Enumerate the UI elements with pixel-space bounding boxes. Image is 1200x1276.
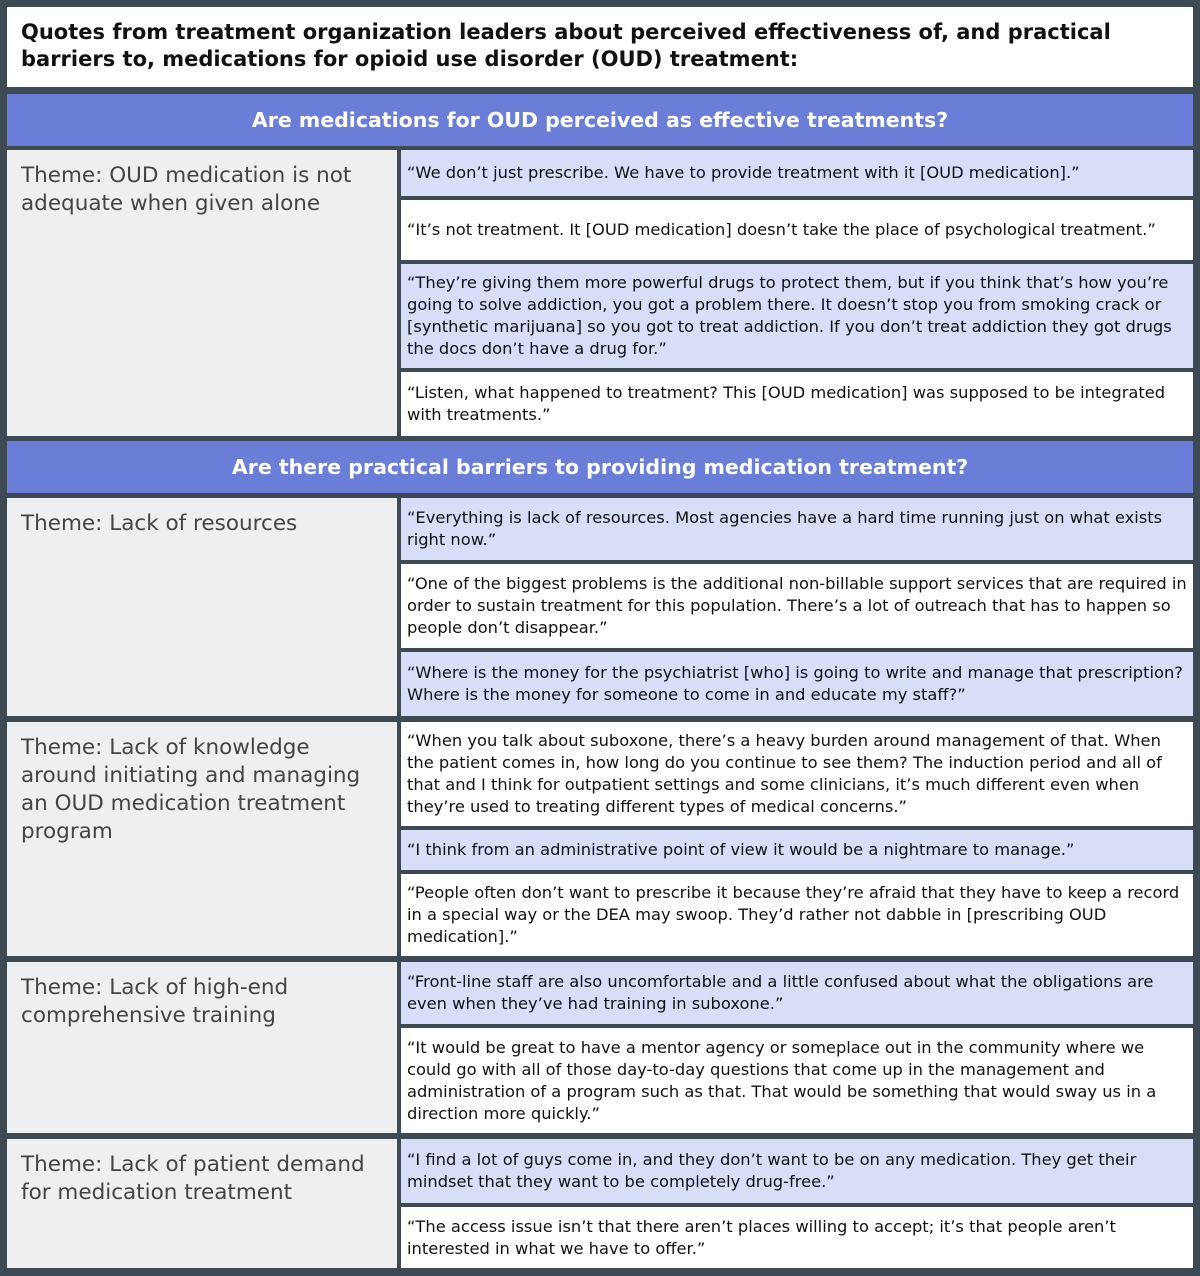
quote-cell	[401, 652, 1193, 716]
quote-cell	[401, 1028, 1193, 1133]
quote-text: “I think from an administrative point of view it would be a nightmare to manage.”	[407, 840, 1075, 859]
quote-cell	[401, 874, 1193, 956]
quote-text: “The access issue isn’t that there aren’t places willing to accept; it’s that people aren’t interested in what we have to offer.”	[407, 1216, 1116, 1258]
quote-cell	[401, 722, 1193, 826]
quote-cell	[401, 264, 1193, 368]
quote-text: “Front-line staff are also uncomfortable and a little confused about what the obligations are even when they’ve had training in suboxone.”	[407, 972, 1154, 1013]
theme-lack-of-patient-demand: Theme: Lack of patient demand for medication treatment	[7, 1139, 397, 1268]
quote-text: “Listen, what happened to treatment? This [OUD medication] was supposed to be integrated with treatments.”	[407, 383, 1166, 424]
quote-text: “We don’t just prescribe. We have to provide treatment with it [OUD medication].”	[407, 163, 1080, 182]
quote-cell	[401, 200, 1193, 260]
quote-cell	[401, 1207, 1193, 1268]
section-heading-barriers: Are there practical barriers to providing medication treatment?	[7, 441, 1193, 493]
quote-text: “When you talk about suboxone, there’s a heavy burden around management of that. When the patient comes in, how long do you continue to see them? The induction period and all of that and I think for outpatient settings and some clinicians, it’s much different even when they’re used to treating different types of medical concerns.”	[407, 731, 1162, 816]
quote-text: “It’s not treatment. It [OUD medication] doesn’t take the place of psychological treatment.”	[407, 220, 1156, 239]
quote-text: “Where is the money for the psychiatrist [who] is going to write and manage that prescription? Where is the money for someone to come in and educate my staff?”	[407, 663, 1183, 704]
theme-lack-of-knowledge: Theme: Lack of knowledge around initiating and managing an OUD medication treatment program	[7, 722, 397, 956]
quote-cell	[401, 1139, 1193, 1203]
quote-cell	[401, 498, 1193, 560]
title-box	[7, 7, 1193, 87]
quote-cell	[401, 830, 1193, 870]
quote-cell	[401, 564, 1193, 648]
quote-text: “It would be great to have a mentor agency or someplace out in the community where we could go with all of those day-to-day questions that come up in the management and administration of a program such as that. That would be something that would sway us in a direction more quickly.”	[407, 1037, 1157, 1123]
theme-lack-of-training: Theme: Lack of high-end comprehensive training	[7, 962, 397, 1133]
quote-text: “Everything is lack of resources. Most agencies have a hard time running just on what exists right now.”	[407, 508, 1163, 549]
quote-cell	[401, 962, 1193, 1024]
quote-cell	[401, 150, 1193, 196]
quote-cell	[401, 372, 1193, 436]
quote-text: “People often don’t want to prescribe it because they’re afraid that they have to keep a record in a special way or the DEA may swoop. They’d rather not dabble in [prescribing OUD medication].”	[407, 883, 1180, 946]
quote-text: “They’re giving them more powerful drugs to protect them, but if you think that’s how you’re going to solve addiction, you got a problem there. It doesn’t stop you from smoking crack or [synthetic marijuana] so you got to treat addiction. If you don’t treat addiction they got drugs the docs don’t have a drug for.”	[407, 273, 1172, 358]
quote-text: “I find a lot of guys come in, and they don’t want to be on any medication. They get their mindset that they want to be completely drug-free.”	[407, 1150, 1137, 1191]
page-title: Quotes from treatment organization leaders about perceived effectiveness of, and practical barriers to, medications for opioid use disorder (OUD) treatment:	[21, 20, 1111, 71]
quote-text: “One of the biggest problems is the additional non-billable support services that are required in order to sustain treatment for this population. There’s a lot of outreach that has to happen so people don’t disappear.”	[407, 574, 1187, 637]
theme-lack-of-resources: Theme: Lack of resources	[7, 498, 397, 716]
theme-not-adequate-alone: Theme: OUD medication is not adequate when given alone	[7, 150, 397, 436]
section-heading-effectiveness: Are medications for OUD perceived as effective treatments?	[7, 94, 1193, 146]
